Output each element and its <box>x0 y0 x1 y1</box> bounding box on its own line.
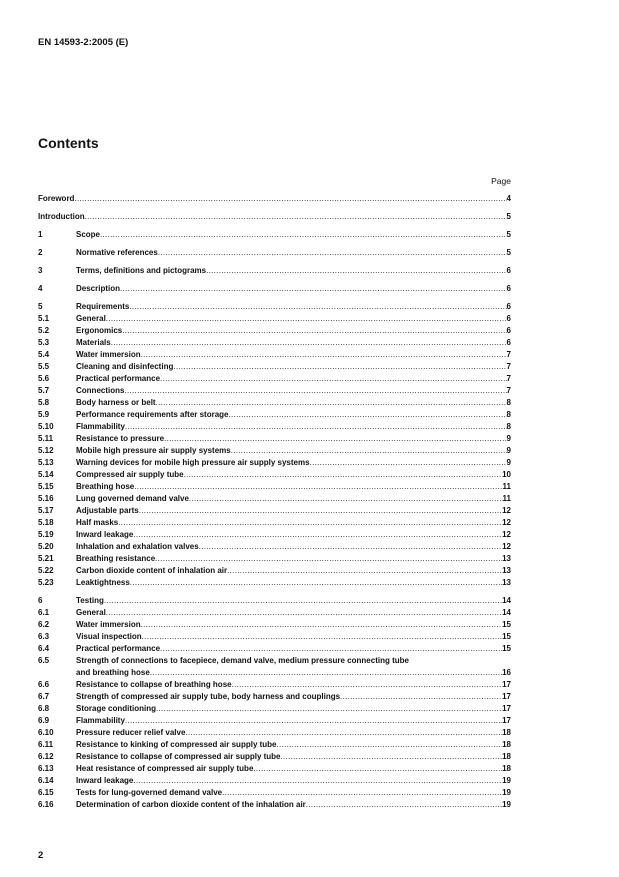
toc-entry-title: General <box>76 314 106 323</box>
toc-entry-page: 8 <box>506 410 511 419</box>
dot-leader <box>130 577 502 589</box>
toc-entry[interactable] <box>38 433 511 445</box>
toc-entry-title: Flammability <box>76 422 125 431</box>
dot-leader <box>306 799 502 811</box>
toc-entry-page: 11 <box>502 494 511 503</box>
toc-entry[interactable] <box>38 361 511 373</box>
toc-entry-page: 12 <box>502 506 511 515</box>
dot-leader <box>184 469 503 481</box>
toc-entry-page: 16 <box>502 668 511 677</box>
toc-entry-number: 6.16 <box>38 800 54 809</box>
toc-entry[interactable] <box>38 631 511 643</box>
toc-entry-title: Leaktightness <box>76 578 130 587</box>
toc-entry-title: Tests for lung-governed demand valve <box>76 788 223 797</box>
dot-leader <box>340 691 502 703</box>
toc-entry-page: 17 <box>502 680 511 689</box>
toc-entry-number: 6.3 <box>38 632 50 641</box>
dot-leader <box>106 607 502 619</box>
toc-entry-page: 14 <box>502 596 511 605</box>
toc-entry-page: 15 <box>502 644 511 653</box>
toc-entry[interactable] <box>38 787 511 799</box>
toc-entry[interactable] <box>38 643 511 655</box>
toc-entry[interactable] <box>38 229 511 241</box>
toc-entry-number: 5.18 <box>38 518 54 527</box>
toc-entry-title: Water immersion <box>76 620 141 629</box>
dot-leader <box>139 505 502 517</box>
toc-entry-number: 5.11 <box>38 434 54 443</box>
toc-entry-page: 18 <box>502 728 511 737</box>
toc-entry[interactable] <box>38 481 511 493</box>
toc-entry-page: 5 <box>506 248 511 257</box>
toc-entry[interactable] <box>38 211 511 223</box>
toc-entry-title: Storage conditioning <box>76 704 156 713</box>
toc-entry-title: Connections <box>76 386 125 395</box>
toc-entry-title: Foreword <box>38 194 75 203</box>
toc-entry[interactable] <box>38 301 511 313</box>
dot-leader <box>232 679 503 691</box>
toc-entry-page: 11 <box>502 482 511 491</box>
dot-leader <box>111 337 507 349</box>
dot-leader <box>155 553 502 565</box>
toc-entry-number: 6.2 <box>38 620 50 629</box>
table-of-contents <box>38 193 511 811</box>
toc-entry[interactable] <box>38 607 511 619</box>
toc-entry[interactable] <box>38 739 511 751</box>
toc-entry-number: 5.14 <box>38 470 54 479</box>
toc-entry-page: 10 <box>502 470 511 479</box>
toc-entry-number: 6.7 <box>38 692 50 701</box>
toc-entry-continuation <box>38 667 511 679</box>
toc-entry-page: 13 <box>502 578 511 587</box>
toc-entry[interactable] <box>38 373 511 385</box>
toc-entry-number: 5.1 <box>38 314 50 323</box>
toc-entry-number: 6.9 <box>38 716 50 725</box>
dot-leader <box>281 751 503 763</box>
toc-entry-number: 6.14 <box>38 776 54 785</box>
toc-entry-number: 5.9 <box>38 410 50 419</box>
toc-entry-page: 13 <box>502 566 511 575</box>
toc-entry-number: 6 <box>38 596 43 605</box>
toc-entry-title: Inhalation and exhalation valves <box>76 542 199 551</box>
dot-leader <box>141 619 502 631</box>
toc-entry-number: 1 <box>38 230 43 239</box>
toc-entry[interactable] <box>38 799 511 811</box>
toc-entry-page: 4 <box>506 194 511 203</box>
toc-entry-number: 6.6 <box>38 680 50 689</box>
dot-leader <box>229 409 507 421</box>
dot-leader <box>173 361 506 373</box>
dot-leader <box>106 313 507 325</box>
toc-entry-number: 4 <box>38 284 43 293</box>
dot-leader <box>122 325 506 337</box>
dot-leader <box>206 265 506 277</box>
toc-entry[interactable] <box>38 349 511 361</box>
dot-leader <box>133 529 502 541</box>
toc-entry-page: 6 <box>506 314 511 323</box>
toc-entry-page: 14 <box>502 608 511 617</box>
dot-leader <box>164 433 507 445</box>
dot-leader <box>156 703 502 715</box>
toc-entry-title: Strength of compressed air supply tube, body harness and couplings <box>76 692 341 701</box>
toc-entry[interactable] <box>38 397 511 409</box>
toc-entry-page: 9 <box>506 458 511 467</box>
toc-entry-page: 15 <box>502 620 511 629</box>
toc-entry-number: 5.6 <box>38 374 50 383</box>
toc-entry-title: Materials <box>76 338 111 347</box>
toc-entry-page: 8 <box>506 398 511 407</box>
dot-leader <box>156 397 507 409</box>
toc-entry-title: Resistance to kinking of compressed air supply tube <box>76 740 277 749</box>
dot-leader <box>160 373 507 385</box>
toc-entry-title: Half masks <box>76 518 119 527</box>
toc-entry-number: 6.5 <box>38 656 50 665</box>
toc-entry-number: 5.21 <box>38 554 54 563</box>
toc-entry[interactable] <box>38 325 511 337</box>
toc-entry-page: 19 <box>502 788 511 797</box>
toc-entry-title: Resistance to collapse of breathing hose <box>76 680 232 689</box>
toc-entry-page: 19 <box>502 776 511 785</box>
page-column-label: Page <box>491 176 511 186</box>
toc-entry[interactable] <box>38 553 511 565</box>
dot-leader <box>118 517 502 529</box>
toc-entry[interactable] <box>38 265 511 277</box>
toc-entry[interactable] <box>38 577 511 589</box>
toc-entry-number: 5.20 <box>38 542 54 551</box>
toc-entry-title: General <box>76 608 106 617</box>
toc-entry-number: 5.8 <box>38 398 50 407</box>
dot-leader <box>310 457 507 469</box>
dot-leader <box>142 631 502 643</box>
toc-entry-number: 5.7 <box>38 386 50 395</box>
toc-entry-page: 17 <box>502 704 511 713</box>
toc-entry[interactable] <box>38 505 511 517</box>
toc-entry-page: 18 <box>502 740 511 749</box>
toc-entry[interactable] <box>38 691 511 703</box>
toc-entry-number: 5.3 <box>38 338 50 347</box>
dot-leader <box>74 193 506 205</box>
toc-entry-page: 8 <box>506 422 511 431</box>
toc-entry-title: Warning devices for mobile high pressure air supply systems <box>76 458 310 467</box>
toc-entry-title: Inward leakage <box>76 530 134 539</box>
dot-leader <box>124 385 506 397</box>
toc-entry-number: 5.10 <box>38 422 54 431</box>
toc-entry[interactable] <box>38 751 511 763</box>
toc-entry[interactable] <box>38 595 511 607</box>
toc-entry[interactable] <box>38 703 511 715</box>
dot-leader <box>134 481 502 493</box>
dot-leader <box>125 421 507 433</box>
toc-entry-title: Flammability <box>76 716 125 725</box>
toc-entry-number: 5.22 <box>38 566 54 575</box>
dot-leader <box>277 739 503 751</box>
toc-entry[interactable] <box>38 517 511 529</box>
dot-leader <box>129 301 506 313</box>
toc-entry-title: Introduction <box>38 212 85 221</box>
toc-entry-page: 6 <box>506 338 511 347</box>
toc-entry-number: 3 <box>38 266 43 275</box>
toc-entry[interactable] <box>38 493 511 505</box>
toc-entry-number: 5.19 <box>38 530 54 539</box>
toc-entry-title: Ergonomics <box>76 326 123 335</box>
toc-entry[interactable] <box>38 715 511 727</box>
toc-entry-title: Normative references <box>76 248 158 257</box>
toc-entry-page: 19 <box>502 800 511 809</box>
dot-leader <box>231 445 507 457</box>
toc-entry-title: Determination of carbon dioxide content of the inhalation air <box>76 800 306 809</box>
page-number: 2 <box>38 850 44 861</box>
toc-entry-page: 6 <box>506 284 511 293</box>
dot-leader <box>141 349 507 361</box>
toc-entry-title: Resistance to collapse of compressed air supply tube <box>76 752 281 761</box>
toc-entry[interactable] <box>38 469 511 481</box>
toc-entry[interactable] <box>38 457 511 469</box>
toc-entry-title: Practical performance <box>76 644 161 653</box>
toc-entry[interactable] <box>38 421 511 433</box>
dot-leader <box>133 775 502 787</box>
toc-entry[interactable] <box>38 529 511 541</box>
toc-entry-page: 6 <box>506 326 511 335</box>
toc-entry-title: Adjustable parts <box>76 506 139 515</box>
toc-entry[interactable] <box>38 283 511 295</box>
toc-entry-page: 18 <box>502 752 511 761</box>
toc-entry-title: Heat resistance of compressed air supply tube <box>76 764 254 773</box>
toc-entry-number: 5.16 <box>38 494 54 503</box>
dot-leader <box>104 595 502 607</box>
toc-entry-number: 6.1 <box>38 608 50 617</box>
toc-entry-title: Cleaning and disinfecting <box>76 362 174 371</box>
toc-entry-number: 6.8 <box>38 704 50 713</box>
toc-entry-page: 12 <box>502 530 511 539</box>
toc-entry-number: 5.2 <box>38 326 50 335</box>
toc-entry-title: Carbon dioxide content of inhalation air <box>76 566 228 575</box>
toc-entry-title: Scope <box>76 230 101 239</box>
dot-leader <box>125 715 502 727</box>
toc-entry-number: 5.5 <box>38 362 50 371</box>
toc-entry-number: 5.15 <box>38 482 54 491</box>
toc-entry-page: 7 <box>506 350 511 359</box>
toc-entry[interactable] <box>38 565 511 577</box>
toc-entry[interactable] <box>38 775 511 787</box>
toc-entry-page: 5 <box>506 230 511 239</box>
toc-entry-number: 6.4 <box>38 644 50 653</box>
toc-entry-page: 7 <box>506 386 511 395</box>
page-title: Contents <box>38 135 99 151</box>
document-header: EN 14593-2:2005 (E) <box>38 37 129 48</box>
toc-entry[interactable] <box>38 193 511 205</box>
toc-entry-number: 5 <box>38 302 43 311</box>
toc-entry[interactable] <box>38 337 511 349</box>
toc-entry-number: 6.11 <box>38 740 54 749</box>
toc-entry-number: 5.12 <box>38 446 54 455</box>
toc-entry-page: 7 <box>506 362 511 371</box>
toc-entry-number: 6.13 <box>38 764 54 773</box>
toc-entry[interactable] <box>38 541 511 553</box>
toc-entry-title: Lung governed demand valve <box>76 494 189 503</box>
toc-entry-page: 17 <box>502 716 511 725</box>
toc-entry-title: Water immersion <box>76 350 141 359</box>
toc-entry-title: Terms, definitions and pictograms <box>76 266 207 275</box>
toc-entry[interactable] <box>38 385 511 397</box>
dot-leader <box>185 727 502 739</box>
toc-entry[interactable] <box>38 619 511 631</box>
toc-entry-title: Performance requirements after storage <box>76 410 229 419</box>
toc-entry-title: Resistance to pressure <box>76 434 165 443</box>
toc-entry-number: 6.12 <box>38 752 54 761</box>
toc-entry-page: 6 <box>506 266 511 275</box>
toc-entry[interactable] <box>38 313 511 325</box>
dot-leader <box>120 283 507 295</box>
toc-entry-title: Breathing hose <box>76 482 135 491</box>
dot-leader <box>253 763 502 775</box>
toc-entry[interactable] <box>38 409 511 421</box>
toc-entry-title: Description <box>76 284 121 293</box>
dot-leader <box>150 667 502 679</box>
toc-entry-page: 18 <box>502 764 511 773</box>
toc-entry-page: 7 <box>506 374 511 383</box>
toc-entry[interactable] <box>38 763 511 775</box>
toc-entry-page: 5 <box>506 212 511 221</box>
toc-entry-number: 6.15 <box>38 788 54 797</box>
dot-leader <box>189 493 503 505</box>
toc-entry-page: 12 <box>502 542 511 551</box>
toc-entry-title-continued: and breathing hose <box>76 668 150 677</box>
toc-entry-title: Mobile high pressure air supply systems <box>76 446 231 455</box>
dot-leader <box>85 211 507 223</box>
dot-leader <box>160 643 502 655</box>
toc-entry-number: 5.17 <box>38 506 54 515</box>
toc-entry[interactable] <box>38 727 511 739</box>
toc-entry-title: Body harness or belt <box>76 398 156 407</box>
toc-entry-number: 5.13 <box>38 458 54 467</box>
toc-entry-title: Strength of connections to facepiece, demand valve, medium pressure connecting tube <box>76 656 409 665</box>
dot-leader <box>227 565 502 577</box>
toc-entry[interactable] <box>38 247 511 259</box>
toc-entry-title: Practical performance <box>76 374 161 383</box>
toc-entry-page: 9 <box>506 446 511 455</box>
toc-entry-page: 9 <box>506 434 511 443</box>
toc-entry-page: 13 <box>502 554 511 563</box>
toc-entry-page: 15 <box>502 632 511 641</box>
toc-entry-number: 5.4 <box>38 350 50 359</box>
toc-entry-title: Breathing resistance <box>76 554 156 563</box>
dot-leader <box>222 787 502 799</box>
toc-entry-page: 17 <box>502 692 511 701</box>
dot-leader <box>199 541 502 553</box>
toc-entry-title: Visual inspection <box>76 632 142 641</box>
toc-entry-title: Testing <box>76 596 104 605</box>
dot-leader <box>158 247 507 259</box>
toc-entry-number: 6.10 <box>38 728 54 737</box>
dot-leader <box>100 229 507 241</box>
toc-entry-number: 2 <box>38 248 43 257</box>
toc-entry[interactable] <box>38 655 511 667</box>
toc-entry-title: Requirements <box>76 302 130 311</box>
toc-entry[interactable] <box>38 445 511 457</box>
toc-entry-title: Pressure reducer relief valve <box>76 728 186 737</box>
toc-entry-page: 12 <box>502 518 511 527</box>
toc-entry-page: 6 <box>506 302 511 311</box>
toc-entry[interactable] <box>38 679 511 691</box>
toc-entry-title: Compressed air supply tube <box>76 470 184 479</box>
toc-entry-number: 5.23 <box>38 578 54 587</box>
toc-entry-title: Inward leakage <box>76 776 134 785</box>
